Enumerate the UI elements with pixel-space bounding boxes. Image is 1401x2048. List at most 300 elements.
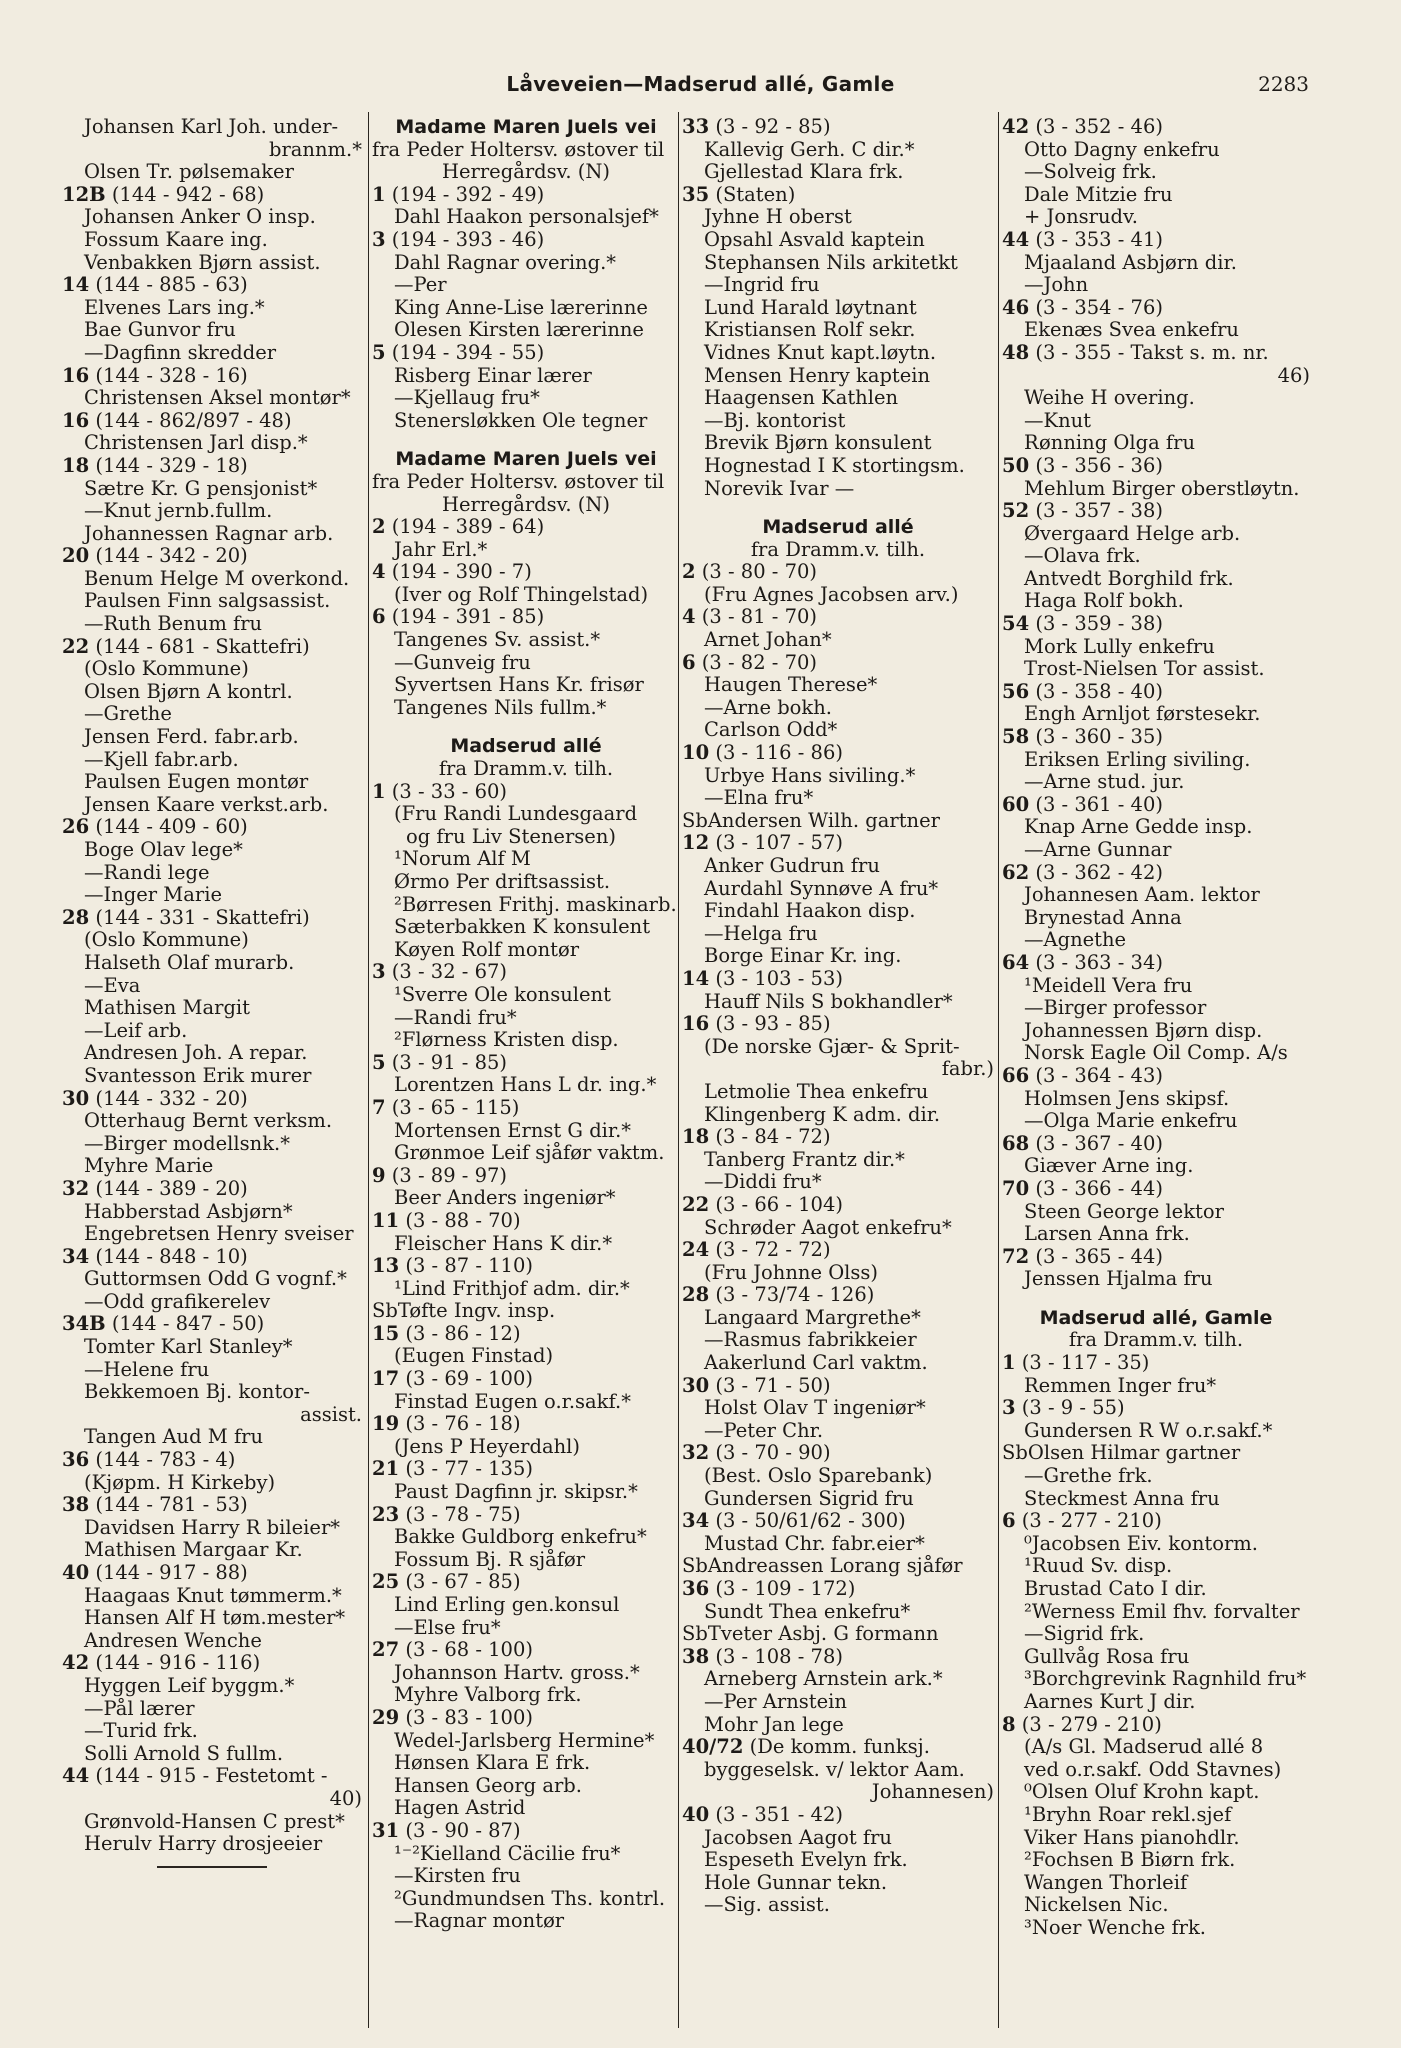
house-number: 3 [372, 961, 386, 984]
page-header [0, 72, 1401, 104]
house-number-line [62, 365, 362, 388]
resident-entry: Johannesen Aam. lektor [1024, 884, 1260, 907]
resident-entry: Remmen Inger fru* [1024, 1374, 1217, 1397]
house-number-line [62, 1562, 362, 1585]
resident-entry: ²Werness Emil fhv. forvalter [1024, 1600, 1300, 1623]
resident-entry: Christensen Jarl disp.* [84, 432, 308, 455]
resident-entry: —Grethe [84, 703, 172, 726]
street-route: Herregårdsv. (N) [441, 493, 611, 516]
house-number: 13 [372, 1255, 400, 1278]
resident-entry: —Peter Chr. [704, 1419, 824, 1442]
house-number-line [682, 1510, 994, 1533]
house-number-line [682, 1646, 994, 1669]
property-info: (144 - 942 - 68) [111, 183, 265, 206]
house-number-line [1002, 681, 1310, 704]
resident-entry: Haagensen Kathlen [704, 387, 899, 410]
resident-entry: Haugen Therese* [704, 674, 878, 697]
resident-entry: (Eugen Finstad) [394, 1345, 554, 1368]
house-number-line [372, 1210, 680, 1233]
resident-entry: Gundersen Sigrid fru [704, 1487, 914, 1510]
street-heading: Madserud allé [762, 516, 914, 539]
resident-entry: —Else fru* [394, 1616, 501, 1639]
house-number-line [682, 832, 994, 855]
resident-entry: SbAndreassen Lorang sjåfør [682, 1555, 963, 1578]
house-number-line [1002, 1178, 1310, 1201]
property-info: (3 - 72 - 72) [715, 1239, 831, 1262]
resident-entry: Fossum Bj. R sjåfør [394, 1548, 586, 1571]
property-info: (144 - 328 - 16) [95, 364, 248, 387]
resident-entry: —Diddi fru* [704, 1171, 822, 1194]
resident-entry: —Sigrid frk. [1024, 1623, 1145, 1646]
house-number: 4 [682, 606, 696, 629]
house-number: 4 [372, 561, 386, 584]
resident-entry: (Best. Oslo Sparebank) [704, 1465, 933, 1488]
house-number: 19 [372, 1413, 400, 1436]
house-number-line [62, 1246, 362, 1269]
property-info: (144 - 681 - Skattefri) [95, 635, 310, 658]
resident-entry: ¹Lind Frithjof adm. dir.* [394, 1277, 630, 1300]
property-info: (194 - 391 - 85) [391, 606, 545, 629]
section-spacer [682, 500, 994, 516]
house-number: 14 [62, 274, 90, 297]
resident-entry: Paulsen Eugen montør [84, 771, 309, 794]
property-info: (3 - 359 - 38) [1035, 613, 1163, 636]
resident-entry: Christensen Aksel montør* [84, 387, 351, 410]
resident-entry: King Anne-Lise lærerinne [394, 296, 648, 319]
house-number: 15 [372, 1322, 400, 1345]
property-info: (3 - 86 - 12) [405, 1322, 521, 1345]
resident-entry: Sæterbakken K konsulent [394, 916, 651, 939]
property-info: (144 - 409 - 60) [95, 816, 248, 839]
house-number-line [62, 816, 362, 839]
house-number-line [62, 907, 362, 930]
property-info: (3 - 367 - 40) [1035, 1132, 1163, 1155]
property-info: (Staten) [715, 183, 796, 206]
house-number: 16 [682, 1013, 710, 1036]
house-number-line [372, 1052, 680, 1075]
house-number-line [682, 606, 994, 629]
property-info: (3 - 89 - 97) [391, 1164, 508, 1187]
house-number: 26 [62, 816, 90, 839]
resident-entry: Elvenes Lars ing.* [84, 296, 265, 319]
property-info: (194 - 392 - 49) [391, 183, 545, 206]
house-number-line [62, 1449, 362, 1472]
house-number-line [682, 184, 994, 207]
house-number-line [1002, 229, 1310, 252]
resident-entry: Mohr Jan lege [704, 1713, 844, 1736]
property-info: (144 - 332 - 20) [95, 1087, 248, 1110]
house-number: 2 [372, 516, 386, 539]
resident-entry: Haga Rolf bokh. [1024, 590, 1184, 613]
house-number: 33 [682, 116, 710, 138]
house-number-line [62, 184, 362, 207]
house-number: 12 [682, 832, 710, 855]
house-number-line [372, 229, 680, 252]
resident-entry: —Randi lege [84, 861, 210, 884]
resident-entry: —Knut [1024, 409, 1092, 432]
resident-entry: Gullvåg Rosa fru [1024, 1645, 1190, 1668]
property-info: (3 - 363 - 34) [1035, 951, 1163, 974]
resident-entry: (Fru Agnes Jacobsen arv.) [704, 583, 959, 606]
resident-entry: Viker Hans pianohdlr. [1024, 1826, 1240, 1849]
resident-entry: Johansen Anker O insp. [84, 206, 316, 229]
resident-entry: Fleischer Hans K dir.* [394, 1232, 613, 1255]
street-route: fra Peder Holtersv. østover til [372, 470, 665, 493]
house-number: 58 [1002, 726, 1030, 749]
resident-entry: Olsen Bjørn A kontrl. [84, 680, 293, 703]
resident-entry: Wangen Thorleif [1024, 1871, 1188, 1894]
house-number: 24 [682, 1239, 710, 1262]
resident-entry: —Arne Gunnar [1024, 839, 1172, 861]
house-number: 36 [682, 1578, 710, 1600]
resident-entry: —Ruth Benum fru [84, 613, 263, 636]
house-number: 34 [62, 1245, 90, 1268]
property-info: (3 - 91 - 85) [391, 1051, 508, 1074]
house-number-line [1002, 297, 1310, 320]
house-number: 3 [1002, 1397, 1016, 1420]
house-number-line [62, 1494, 362, 1517]
house-number-line [372, 961, 680, 984]
resident-entry: Antvedt Borghild frk. [1024, 567, 1234, 590]
resident-entry: Stephansen Nils arkitetkt [704, 251, 958, 274]
resident-entry: Tangenes Sv. assist.* [394, 629, 601, 652]
property-info: (3 - 277 - 210) [1021, 1510, 1162, 1533]
property-info: (3 - 116 - 86) [715, 742, 843, 765]
resident-entry: SbOlsen Hilmar gartner [1002, 1442, 1241, 1465]
house-number-line [62, 274, 362, 297]
resident-entry: Jahr Erl.* [394, 538, 488, 561]
property-info: (3 - 362 - 42) [1035, 861, 1163, 884]
house-number: 12B [62, 183, 106, 206]
resident-entry: ¹⁻²Kielland Cäcilie fru* [394, 1842, 621, 1865]
resident-entry: Sætre Kr. G pensjonist* [84, 477, 318, 500]
property-info: (194 - 393 - 46) [391, 228, 545, 251]
house-number: 40 [682, 1803, 710, 1826]
house-number: 52 [1002, 500, 1030, 523]
house-number-line [372, 1571, 680, 1594]
resident-entry: Johannessen Bjørn disp. [1024, 1019, 1263, 1042]
resident-entry: Mjaaland Asbjørn dir. [1024, 251, 1237, 274]
property-info: (3 - 67 - 85) [405, 1571, 521, 1594]
resident-entry: og fru Liv Stenersen) [406, 825, 616, 848]
house-number: 35 [682, 183, 710, 206]
directory-column-2 [372, 116, 680, 2036]
resident-entry: —Birger professor [1024, 997, 1207, 1020]
resident-entry: Larsen Anna frk. [1024, 1223, 1190, 1246]
house-number-line [372, 1707, 680, 1730]
resident-entry: —Olava frk. [1024, 545, 1141, 568]
resident-entry: Steen George lektor [1024, 1200, 1224, 1223]
resident-entry: Benum Helge M overkond. [84, 567, 350, 590]
resident-entry: —Ingrid fru [704, 274, 820, 297]
column-divider [998, 112, 999, 2028]
resident-entry: Solli Arnold S fullm. [84, 1742, 284, 1765]
property-info: (194 - 389 - 64) [391, 516, 545, 539]
street-heading: Madame Maren Juels vei [395, 448, 657, 471]
resident-entry: Davidsen Harry R bileier* [84, 1516, 341, 1539]
house-number-line [372, 1097, 680, 1120]
house-number-line [372, 1413, 680, 1436]
resident-entry: —Gunveig fru [394, 651, 531, 674]
resident-entry: Opsahl Asvald kaptein [704, 228, 925, 251]
street-heading: Madserud allé [450, 735, 602, 758]
house-number-line [372, 1165, 680, 1188]
house-number: 6 [682, 651, 696, 674]
house-number-line [682, 1736, 994, 1759]
house-number: 60 [1002, 793, 1030, 816]
resident-entry: (Jens P Heyerdahl) [394, 1435, 580, 1458]
resident-entry: Holmsen Jens skipsf. [1024, 1087, 1230, 1110]
property-info: (3 - 279 - 210) [1021, 1713, 1162, 1736]
property-info: (3 - 366 - 44) [1035, 1177, 1163, 1200]
house-number: 38 [62, 1494, 90, 1517]
house-number-line [682, 1442, 994, 1465]
house-number-line [62, 1313, 362, 1336]
resident-entry: —Inger Marie [84, 884, 222, 907]
resident-entry: Rønning Olga fru [1024, 432, 1196, 455]
resident-entry: (Oslo Kommune) [84, 929, 249, 952]
house-number: 8 [1002, 1713, 1016, 1736]
resident-entry: —Agnethe [1024, 929, 1127, 952]
resident-entry: ¹Sverre Ole konsulent [394, 983, 611, 1006]
section-spacer [1002, 1291, 1310, 1307]
property-info: (3 - 69 - 100) [405, 1368, 533, 1391]
house-number-line [1002, 116, 1310, 139]
resident-entry: ³Borchgrevink Ragnhild fru* [1024, 1668, 1307, 1691]
resident-entry: —Rasmus fabrikkeier [704, 1329, 917, 1352]
house-number: 9 [372, 1164, 386, 1187]
property-info: (3 - 33 - 60) [391, 780, 508, 803]
street-route: fra Dramm.v. tilh. [1068, 1329, 1244, 1352]
resident-entry: Haagaas Knut tømmerm.* [84, 1584, 342, 1607]
house-number-line [372, 1368, 680, 1391]
house-number: 46 [1002, 296, 1030, 319]
resident-entry: —Helga fru [704, 922, 818, 945]
property-info: (3 - 352 - 46) [1035, 116, 1163, 138]
resident-entry: Gundersen R W o.r.sakf.* [1024, 1419, 1273, 1442]
house-number: 62 [1002, 861, 1030, 884]
property-info: (194 - 390 - 7) [391, 561, 532, 584]
property-info: (3 - 364 - 43) [1035, 1064, 1163, 1087]
resident-entry: Bae Gunvor fru [84, 319, 236, 342]
resident-entry: Mathisen Margaar Kr. [84, 1539, 303, 1562]
property-info: (144 - 783 - 4) [95, 1449, 236, 1472]
resident-entry: —Odd grafikerelev [84, 1290, 271, 1313]
resident-entry: —Arne bokh. [704, 696, 832, 719]
house-number: 7 [372, 1096, 386, 1119]
resident-entry: ved o.r.sakf. Odd Stavnes) [1024, 1758, 1282, 1781]
house-number: 18 [682, 1126, 710, 1149]
resident-entry: Tomter Karl Stanley* [84, 1336, 293, 1359]
property-info: (3 - 87 - 110) [405, 1255, 533, 1278]
house-number-line [682, 1126, 994, 1149]
resident-entry: ²Børresen Frithj. maskinarb. [394, 893, 677, 916]
resident-entry: Otto Dagny enkefru [1024, 138, 1220, 161]
house-number-line [372, 606, 680, 629]
house-number-line [682, 1194, 994, 1217]
resident-entry: ²Fochsen B Biørn frk. [1024, 1849, 1236, 1872]
house-number: 32 [682, 1442, 710, 1465]
resident-entry: —Knut jernb.fullm. [84, 500, 273, 523]
resident-entry: (Iver og Rolf Thingelstad) [394, 583, 649, 606]
resident-entry: —Leif arb. [84, 1019, 188, 1042]
house-number: 54 [1002, 613, 1030, 636]
resident-entry: Sundt Thea enkefru* [704, 1600, 911, 1623]
property-info: (3 - 361 - 40) [1035, 793, 1163, 816]
house-number-line [62, 1178, 362, 1201]
resident-entry: Hognestad I K stortingsm. [704, 454, 965, 477]
house-number: 18 [62, 454, 90, 477]
house-number-line [682, 1284, 994, 1307]
resident-entry: Letmolie Thea enkefru [704, 1080, 929, 1103]
resident-entry: Jyhne H oberst [704, 206, 852, 229]
resident-entry: Aakerlund Carl vaktm. [704, 1352, 928, 1375]
resident-entry: Anker Gudrun fru [704, 855, 880, 877]
house-number: 38 [682, 1645, 710, 1668]
house-number-line [62, 545, 362, 568]
property-info: (144 - 331 - Skattefri) [95, 906, 310, 929]
resident-entry: Fossum Kaare ing. [84, 228, 268, 251]
property-info: (3 - 68 - 100) [405, 1639, 533, 1662]
resident-entry: —Kirsten fru [394, 1865, 521, 1888]
directory-column-4 [1002, 116, 1310, 2036]
property-info: (3 - 358 - 40) [1035, 680, 1163, 703]
property-info: (3 - 84 - 72) [715, 1126, 831, 1149]
property-info: (3 - 107 - 57) [715, 832, 843, 855]
resident-entry: Trost-Nielsen Tor assist. [1024, 658, 1265, 681]
resident-entry: —Arne stud. jur. [1024, 771, 1185, 794]
resident-entry: Bekkemoen Bj. kontor- [84, 1381, 310, 1404]
resident-entry: Tangenes Nils fullm.* [394, 696, 607, 719]
house-number: 10 [682, 742, 710, 765]
resident-entry: ¹Norum Alf M [394, 848, 531, 871]
property-info: (3 - 103 - 53) [715, 967, 843, 990]
house-number: 1 [1002, 1352, 1016, 1375]
resident-entry: —Sig. assist. [704, 1894, 830, 1917]
property-info: (3 - 88 - 70) [405, 1209, 521, 1232]
resident-entry: —Turid frk. [84, 1720, 198, 1743]
resident-entry: assist. [300, 1403, 362, 1426]
property-info: (De komm. funksj. [749, 1736, 930, 1759]
resident-entry: Engebretsen Henry sveiser [84, 1223, 354, 1246]
resident-entry: Venbakken Bjørn assist. [84, 251, 321, 274]
resident-entry: —Per Arnstein [704, 1690, 847, 1713]
resident-entry: 46) [1277, 364, 1310, 387]
resident-entry: —Ragnar montør [394, 1910, 565, 1933]
resident-entry: Schrøder Aagot enkefru* [704, 1216, 952, 1239]
house-number: 6 [1002, 1510, 1016, 1533]
property-info: (3 - 70 - 90) [715, 1442, 831, 1465]
resident-entry: Myhre Marie [84, 1155, 214, 1178]
resident-entry: Weihe H overing. [1024, 387, 1195, 410]
resident-entry: Kristiansen Rolf sekr. [704, 319, 916, 342]
directory-column-1 [62, 116, 362, 2036]
house-number-line [372, 1255, 680, 1278]
page-number: 2283 [1258, 72, 1309, 96]
resident-entry: Wedel-Jarlsberg Hermine* [394, 1729, 655, 1752]
house-number-line [1002, 342, 1310, 365]
resident-entry: Dale Mitzie fru [1024, 183, 1173, 206]
house-number: 21 [372, 1458, 400, 1481]
resident-entry: SbTøfte Ingv. insp. [372, 1300, 556, 1323]
resident-entry: —Elna fru* [704, 787, 814, 810]
property-info: (3 - 109 - 172) [715, 1578, 856, 1600]
resident-entry: ²Gundmundsen Ths. kontrl. [394, 1887, 666, 1910]
resident-entry: 40) [329, 1787, 362, 1810]
house-number-line [372, 781, 680, 804]
house-number-line [62, 1088, 362, 1111]
property-info: (194 - 394 - 55) [391, 341, 545, 364]
house-number-line [62, 455, 362, 478]
property-info: (144 - 916 - 116) [95, 1652, 261, 1675]
resident-entry: fabr.) [941, 1058, 994, 1081]
house-number-line [1002, 1246, 1310, 1269]
property-info: (3 - 80 - 70) [701, 561, 818, 584]
resident-entry: Finstad Eugen o.r.sakf.* [394, 1390, 631, 1413]
resident-entry: Øvergaard Helge arb. [1024, 522, 1241, 545]
property-info: (144 - 847 - 50) [111, 1313, 265, 1336]
house-number-line [1002, 1510, 1310, 1533]
house-number-line [372, 1639, 680, 1662]
property-info: (144 - 915 - Festetomt - [95, 1765, 328, 1788]
resident-entry: Aarnes Kurt J dir. [1024, 1690, 1196, 1713]
street-heading: Madame Maren Juels vei [395, 116, 657, 138]
resident-entry: Ekenæs Svea enkefru [1024, 319, 1239, 342]
resident-entry: Hansen Alf H tøm.mester* [84, 1607, 346, 1630]
house-number: 25 [372, 1571, 400, 1594]
house-number: 23 [372, 1503, 400, 1526]
resident-entry: Borge Einar Kr. ing. [704, 945, 902, 968]
resident-entry: Myhre Valborg frk. [394, 1684, 582, 1707]
property-info: (3 - 92 - 85) [715, 116, 831, 138]
house-number-line [62, 410, 362, 433]
house-number: 5 [372, 1051, 386, 1074]
resident-entry: Steckmest Anna fru [1024, 1487, 1220, 1510]
directory-column-3 [682, 116, 994, 2036]
resident-entry: Olsen Tr. pølsemaker [84, 161, 294, 184]
property-info: (3 - 117 - 35) [1021, 1352, 1150, 1375]
property-info: (3 - 353 - 41) [1035, 228, 1163, 251]
house-number: 14 [682, 967, 710, 990]
resident-entry: Mustad Chr. fabr.eier* [704, 1532, 925, 1555]
property-info: (3 - 360 - 35) [1035, 726, 1163, 749]
resident-entry: ¹Meidell Vera fru [1024, 974, 1193, 997]
house-number: 5 [372, 341, 386, 364]
resident-entry: Aurdahl Synnøve A fru* [704, 877, 939, 900]
property-info: (144 - 848 - 10) [95, 1245, 248, 1268]
resident-entry: Ørmo Per driftsassist. [394, 871, 611, 893]
house-number: 28 [682, 1284, 710, 1307]
resident-entry: —Olga Marie enkefru [1024, 1110, 1238, 1133]
resident-entry: Mork Lully enkefru [1024, 635, 1215, 658]
resident-entry: ²Flørness Kristen disp. [394, 1029, 619, 1052]
resident-entry: Herulv Harry drosjeeier [84, 1833, 323, 1856]
property-info: (3 - 9 - 55) [1021, 1397, 1125, 1420]
house-number-line [682, 116, 994, 139]
house-number-line [682, 1578, 994, 1601]
resident-entry: (A/s Gl. Madserud allé 8 [1024, 1736, 1264, 1759]
resident-entry: —Randi fru* [394, 1006, 517, 1029]
resident-entry: Tangen Aud M fru [84, 1426, 264, 1449]
resident-entry: Jensen Ferd. fabr.arb. [84, 726, 299, 749]
resident-entry: —John [1024, 274, 1089, 297]
section-end-rule [157, 1866, 267, 1868]
house-number-line [1002, 1133, 1310, 1156]
house-number: 72 [1002, 1245, 1030, 1268]
resident-entry: Bakke Guldborg enkefru* [394, 1526, 647, 1549]
house-number-line [1002, 1065, 1310, 1088]
property-info: (3 - 50/61/62 - 300) [715, 1510, 906, 1533]
